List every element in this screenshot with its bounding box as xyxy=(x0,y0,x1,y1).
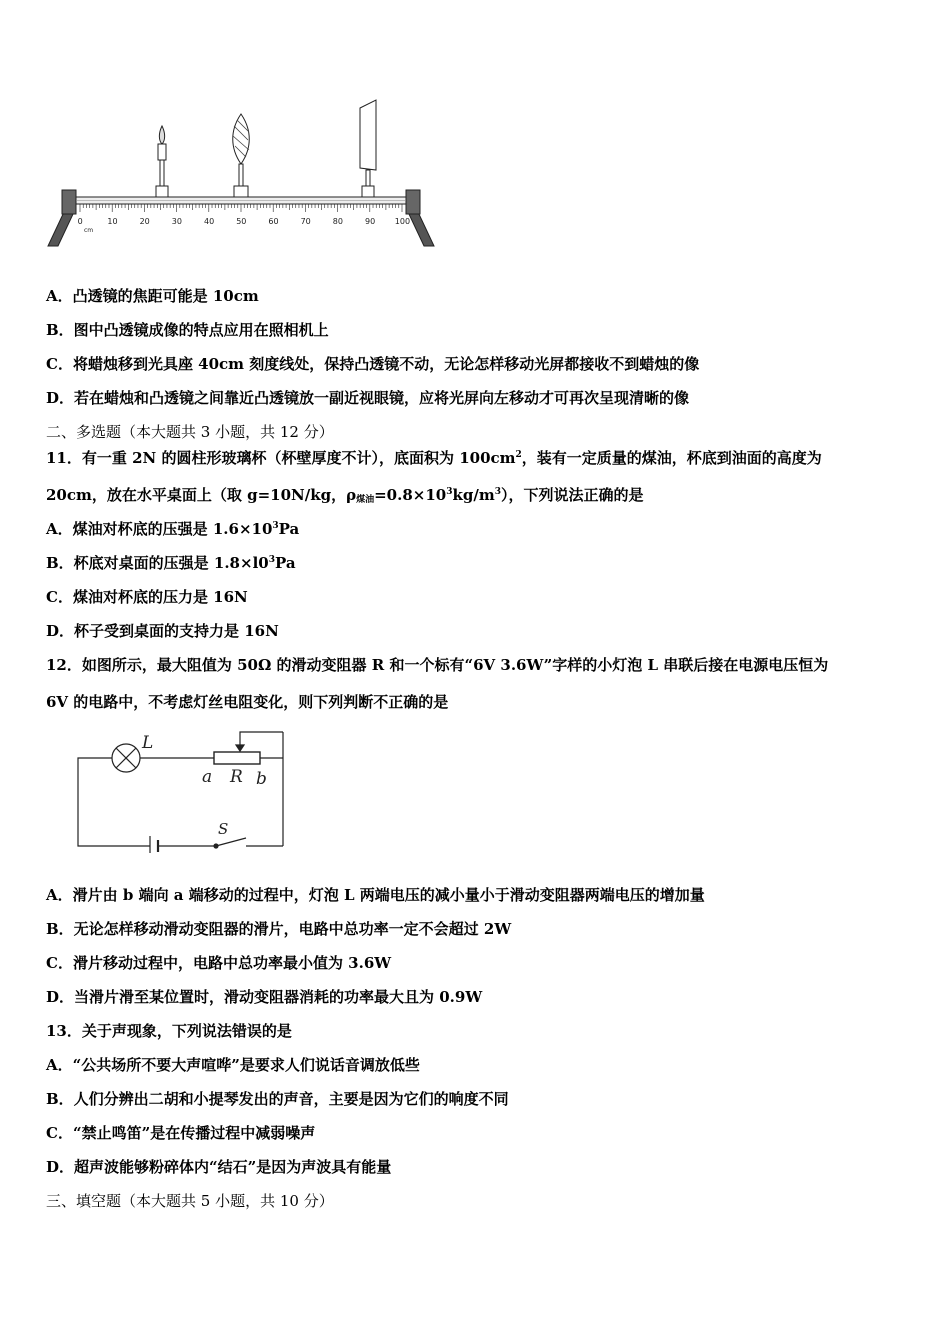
label-b: b xyxy=(256,769,267,789)
q10-option-d: D．若在蜡烛和凸透镜之间靠近凸透镜放一副近视眼镜，应将光屏向左移动才可再次呈现清晰的像 xyxy=(46,389,690,407)
q13-option-d: D．超声波能够粉碎体内“结石”是因为声波具有能量 xyxy=(46,1158,392,1176)
optical-bench-figure xyxy=(44,96,444,252)
q11-stem-line1: 11．有一重 2N 的圆柱形玻璃杯（杯壁厚度不计），底面积为 $100cm^2$，装有一定质量的煤油，杯底到油面的高度为 xyxy=(46,449,822,467)
q10-option-b: B．图中凸透镜成像的特点应用在照相机上 xyxy=(46,321,329,339)
scale-label: 10 xyxy=(107,217,118,226)
label-lamp: L xyxy=(142,733,154,753)
convex-lens xyxy=(233,114,250,197)
q12-option-a: A．滑片由 b 端向 a 端移动的过程中，灯泡 L 两端电压的减小量小于滑动变阻器两端电压的增加量 xyxy=(46,886,705,904)
scale-label: 60 xyxy=(268,217,279,226)
scale-unit: cm xyxy=(84,227,94,234)
scale-label: 50 xyxy=(236,217,247,226)
q10-option-a: A．凸透镜的焦距可能是 10cm xyxy=(46,287,259,305)
q11-option-b: B．杯底对桌面的压强是 $1.8\times l0^3Pa$ xyxy=(46,554,296,572)
q13-option-c: C．“禁止鸣笛”是在传播过程中减弱噪声 xyxy=(46,1124,316,1142)
light-screen xyxy=(360,100,376,197)
scale-label: 70 xyxy=(300,217,311,226)
q12-option-d: D．当滑片滑至某位置时，滑动变阻器消耗的功率最大且为 0.9W xyxy=(46,988,483,1006)
scale-label: 90 xyxy=(365,217,376,226)
scale-label: 20 xyxy=(139,217,150,226)
scale-label: 100 xyxy=(394,217,411,226)
candle xyxy=(156,126,168,197)
q12-stem-line1: 12．如图所示，最大阻值为 50Ω 的滑动变阻器 R 和一个标有“6V 3.6W”字样的小灯泡 L 串联后接在电源电压恒为 xyxy=(46,656,829,674)
q11-option-c: C．煤油对杯底的压力是 16N xyxy=(46,588,248,606)
scale-label: 80 xyxy=(332,217,343,226)
q12-option-b: B．无论怎样移动滑动变阻器的滑片，电路中总功率一定不会超过 2W xyxy=(46,920,512,938)
q11-option-d: D．杯子受到桌面的支持力是 16N xyxy=(46,622,279,640)
label-a: a xyxy=(202,767,213,787)
section-heading-multiple-choice: 二、多选题（本大题共 3 小题，共 12 分） xyxy=(46,423,334,441)
q13-stem: 13．关于声现象，下列说法错误的是 xyxy=(46,1022,292,1040)
label-switch: S xyxy=(218,820,229,838)
scale-label: 30 xyxy=(171,217,182,226)
section-heading-fill-in: 三、填空题（本大题共 5 小题，共 10 分） xyxy=(46,1192,334,1210)
q12-option-c: C．滑片移动过程中，电路中总功率最小值为 3.6W xyxy=(46,954,392,972)
scale-label: 40 xyxy=(204,217,215,226)
q11-stem-line2: 20cm，放在水平桌面上（取 g=10N/kg，$\rho_{煤油}=0.8\times 10^3kg/m^3$），下列说法正确的是 xyxy=(46,486,644,505)
q11-option-a: A．煤油对杯底的压强是 $1.6\times 10^3Pa$ xyxy=(46,520,300,538)
label-r: R xyxy=(230,767,243,787)
circuit-diagram xyxy=(70,728,290,853)
q12-stem-line2: 6V 的电路中，不考虑灯丝电阻变化，则下列判断不正确的是 xyxy=(46,693,449,711)
scale-label: 0 xyxy=(77,217,83,226)
q13-option-a: A．“公共场所不要大声喧哗”是要求人们说话音调放低些 xyxy=(46,1056,420,1074)
q13-option-b: B．人们分辨出二胡和小提琴发出的声音，主要是因为它们的响度不同 xyxy=(46,1090,509,1108)
q10-option-c: C．将蜡烛移到光具座 40cm 刻度线处，保持凸透镜不动，无论怎样移动光屏都接收不到蜡烛的像 xyxy=(46,355,700,373)
